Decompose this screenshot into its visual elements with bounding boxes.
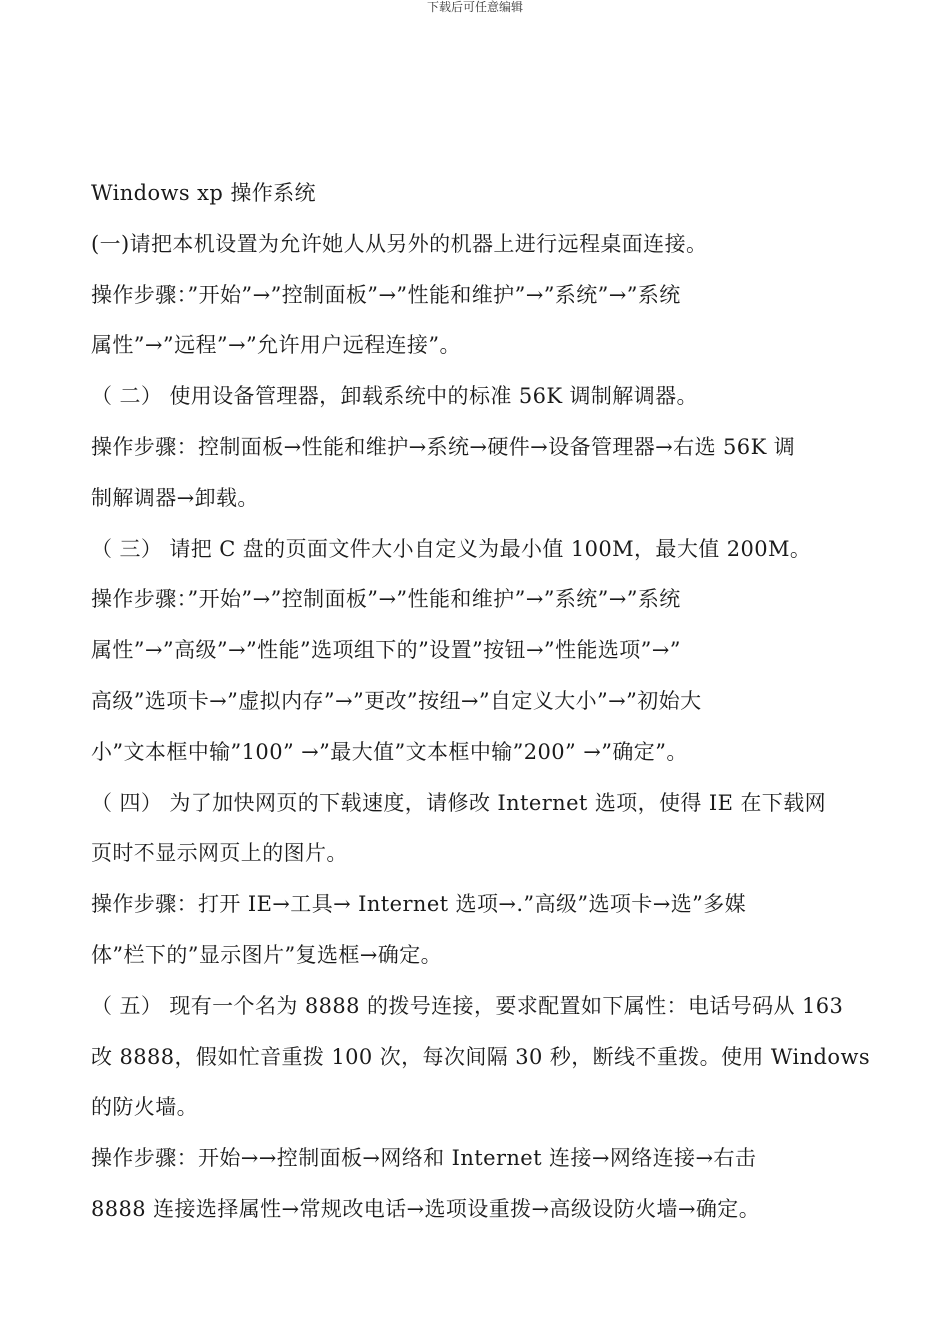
question-4-line-1: （ 四） 为了加快网页的下载速度，请修改 Internet 选项，使得 IE 在下载网 (91, 790, 826, 815)
document-title: Windows xp 操作系统 (91, 181, 316, 205)
answer-3-line-2: 属性”→”高级”→”性能”选项组下的”设置”按钮→”性能选项”→” (91, 638, 681, 663)
answer-1-line-1: 操作步骤：”开始”→”控制面板”→”性能和维护”→”系统”→”系统 (91, 282, 681, 307)
question-2: （ 二） 使用设备管理器，卸载系统中的标准 56K 调制解调器。 (91, 384, 698, 409)
document-body (91, 168, 870, 1235)
answer-5-line-2: 8888 连接选择属性→常规改电话→选项设重拨→高级设防火墙→确定。 (91, 1196, 761, 1221)
answer-3-line-4: 小”文本框中输”100” →”最大值”文本框中输”200” →”确定”。 (91, 739, 688, 764)
question-5-line-1: （ 五） 现有一个名为 8888 的拨号连接，要求配置如下属性：电话号码从 163 (91, 993, 844, 1018)
answer-3-line-3: 高级”选项卡→”虚拟内存”→”更改”按纽→”自定义大小”→”初始大 (91, 688, 702, 713)
answer-2-line-2: 制解调器→卸载。 (91, 485, 259, 510)
page-header: 下载后可任意编辑 (426, 0, 523, 14)
answer-3-line-1: 操作步骤：”开始”→”控制面板”→”性能和维护”→”系统”→”系统 (91, 587, 681, 612)
question-4-line-2: 页时不显示网页上的图片。 (91, 841, 348, 866)
question-5-line-2: 改 8888，假如忙音重拨 100 次，每次间隔 30 秒，断线不重拨。使用 Windows (91, 1044, 870, 1069)
answer-1-line-2: 属性”→”远程”→”允许用户远程连接”。 (91, 333, 461, 358)
question-3: （ 三） 请把 C 盘的页面文件大小自定义为最小值 100M，最大值 200M。 (91, 536, 812, 561)
answer-4-line-2: 体”栏下的”显示图片”复选框→确定。 (91, 942, 443, 967)
question-5-line-3: 的防火墙。 (91, 1095, 198, 1120)
question-1: (一)请把本机设置为允许她人从另外的机器上进行远程桌面连接。 (91, 231, 708, 256)
answer-4-line-1: 操作步骤：打开 IE→工具→ Internet 选项→.”高级”选项卡→选”多媒 (91, 892, 747, 917)
answer-5-line-1: 操作步骤：开始→→控制面板→网络和 Internet 连接→网络连接→右击 (91, 1146, 757, 1171)
answer-2-line-1: 操作步骤：控制面板→性能和维护→系统→硬件→设备管理器→右选 56K 调 (91, 434, 796, 459)
